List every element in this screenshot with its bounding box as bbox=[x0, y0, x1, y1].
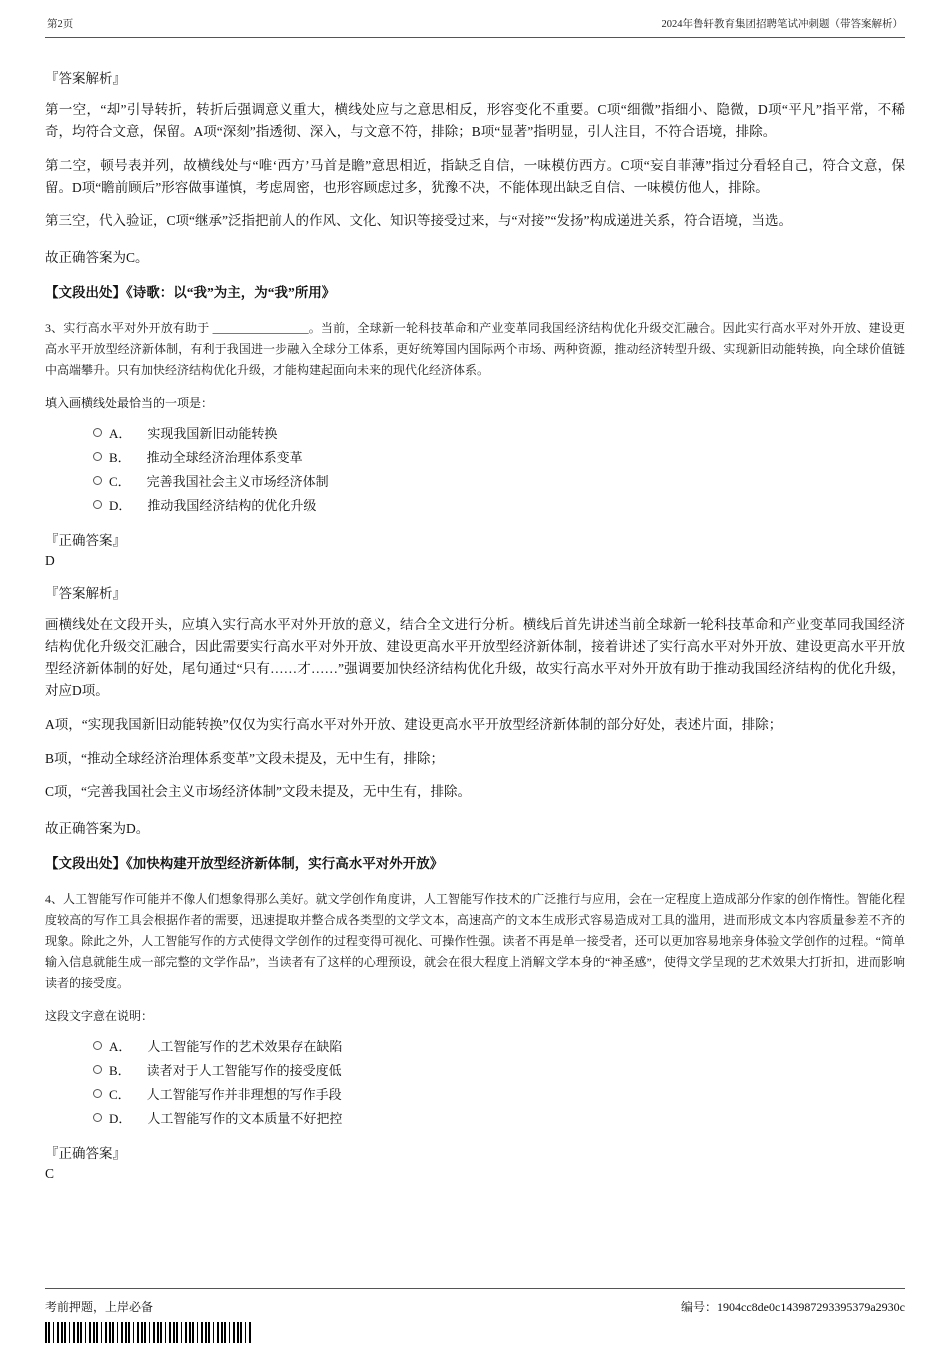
passage-source bbox=[45, 852, 905, 872]
option-row-c[interactable] bbox=[45, 468, 905, 492]
page-number: 第2页 bbox=[47, 19, 74, 30]
question-4-options bbox=[45, 1033, 905, 1129]
page-footer bbox=[45, 1288, 905, 1343]
option-row-d[interactable] bbox=[45, 1105, 905, 1129]
radio-button[interactable] bbox=[93, 500, 102, 509]
radio-button[interactable] bbox=[93, 476, 102, 485]
analysis-paragraph-3: B项，“推动全球经济治理体系变革”文段未提及，无中生有，排除； bbox=[45, 750, 444, 766]
option-key: D． bbox=[109, 1110, 132, 1126]
document-content bbox=[45, 38, 905, 1182]
source-label: 【文段出处】 bbox=[45, 856, 126, 872]
option-row-a[interactable] bbox=[45, 420, 905, 444]
option-row-a[interactable] bbox=[45, 1033, 905, 1057]
radio-button[interactable] bbox=[93, 1113, 102, 1122]
option-row-b[interactable] bbox=[45, 1057, 905, 1081]
option-text: 读者对于人工智能写作的接受度低 bbox=[146, 1062, 342, 1078]
correct-answer-value: D bbox=[45, 553, 55, 569]
document-title: 2024年鲁轩教育集团招聘笔试冲刺题（带答案解析） bbox=[661, 19, 903, 30]
question-3-prompt: 填入画横线处最恰当的一项是： bbox=[45, 396, 214, 411]
question-3-stem: 3、实行高水平对外开放有助于 ________________。当前，全球新一轮科技革命和产业变革同我国经济结构优化升级交汇融合。因此实行高水平对外开放、建设更高水平开放型经济新体制，有利于我国进一步融入全球分工体系，更好统筹国内国际两个市场、两种资源，推动经济转型升级、实现新旧动能转换，向全球价值链中高端攀升。只有加快经济结构优化升级，才能构建起面向未来的现代化经济体系。 bbox=[45, 321, 905, 378]
analysis-paragraph-1: 画横线处在文段开头，应填入实行高水平对外开放的意义，结合全文进行分析。横线后首先讲述当前全球新一轮科技革命和产业变革同我国经济结构优化升级交汇融合，因此需要实行高水平对外开放、建设更高水平开放型经济新体制，接着讲述了实行高水平对外开放、建设更高水平开放型经济新体制的好处，尾句通过“只有……才……”强调要加快经济结构优化升级，故实行高水平对外开放有助于推动我国经济结构的优化升级，对应D项。 bbox=[45, 617, 905, 698]
footer-text-row bbox=[45, 1288, 905, 1315]
option-key: B． bbox=[109, 449, 131, 465]
barcode bbox=[45, 1322, 253, 1343]
correct-answer-label: 『正确答案』 bbox=[45, 533, 126, 549]
option-key: B． bbox=[109, 1062, 131, 1078]
source-label: 【文段出处】 bbox=[45, 285, 126, 301]
correct-answer-value: C bbox=[45, 1166, 55, 1182]
analysis-paragraph-2: A项，“实现我国新旧动能转换”仅仅为实行高水平对外开放、建设更高水平开放型经济新体制的部分好处，表述片面，排除； bbox=[45, 716, 783, 732]
radio-button[interactable] bbox=[93, 428, 102, 437]
option-text: 人工智能写作的文本质量不好把控 bbox=[147, 1110, 343, 1126]
analysis-paragraph-2: 第二空，顿号表并列，故横线处与“唯‘西方’马首是瞻”意思相近，指缺乏自信，一味模仿西方。C项“妄自菲薄”指过分看轻自己，符合文意，保留。D项“瞻前顾后”形容做事谨慎，考虑周密，也形容顾虑过多，犹豫不决，不能体现出缺乏自信、一味模仿他人，排除。 bbox=[45, 157, 905, 195]
page-header bbox=[45, 12, 905, 38]
option-key: C． bbox=[109, 473, 131, 489]
analysis-paragraph-3: 第三空，代入验证，C项“继承”泛指把前人的作风、文化、知识等接受过来，与“对接”“发扬”构成递进关系，符合语境，当选。 bbox=[45, 213, 792, 229]
option-key: D． bbox=[109, 497, 132, 513]
radio-button[interactable] bbox=[93, 1089, 102, 1098]
source-title: 《诗歌：以“我”为主，为“我”所用》 bbox=[126, 285, 336, 301]
option-row-b[interactable] bbox=[45, 444, 905, 468]
option-key: A． bbox=[109, 425, 132, 441]
option-text: 人工智能写作的艺术效果存在缺陷 bbox=[147, 1038, 343, 1054]
option-key: C． bbox=[109, 1086, 131, 1102]
analysis-paragraph-1: 第一空，“却”引导转折，转折后强调意义重大，横线处应与之意思相反，形容变化不重要。C项“细微”指细小、隐微，D项“平凡”指平常，不稀奇，均符合文意，保留。A项“深刻”指透彻、深入，与文意不符，排除；B项“显著”指明显，引人注目，不符合语境，排除。 bbox=[45, 102, 905, 139]
option-text: 推动我国经济结构的优化升级 bbox=[147, 497, 317, 513]
question-4-prompt: 这段文字意在说明： bbox=[45, 1009, 154, 1024]
document-serial-number: 编号：1904cc8de0c143987293395379a2930c bbox=[681, 1300, 905, 1314]
passage-source bbox=[45, 281, 905, 301]
option-row-d[interactable] bbox=[45, 492, 905, 516]
option-text: 完善我国社会主义市场经济体制 bbox=[146, 473, 329, 489]
analysis-label: 『答案解析』 bbox=[45, 586, 126, 602]
option-text: 推动全球经济治理体系变革 bbox=[146, 449, 303, 465]
option-text: 人工智能写作并非理想的写作手段 bbox=[146, 1086, 342, 1102]
question-4-stem: 4、人工智能写作可能并不像人们想象得那么美好。就文学创作角度讲，人工智能写作技术的广泛推行与应用，会在一定程度上造成部分作家的创作惰性。智能化程度较高的写作工具会根据作者的需要，迅速提取并整合成各类型的文学文本，高速高产的文本生成形式容易造成对工具的滥用，进而形成文本内容质量参差不齐的现象。除此之外，人工智能写作的方式使得文学创作的过程变得可视化、可操作性强。读者不再是单一接受者，还可以更加容易地亲身体验文学创作的过程。“简单输入信息就能生成一部完整的文学作品”，当读者有了这样的心理预设，就会在很大程度上消解文学本身的“神圣感”，使得文学呈现的艺术效果大打折扣，进而影响读者的接受度。 bbox=[45, 892, 905, 991]
source-title: 《加快构建开放型经济新体制，实行高水平对外开放》 bbox=[126, 856, 444, 872]
option-text: 实现我国新旧动能转换 bbox=[147, 425, 278, 441]
option-row-c[interactable] bbox=[45, 1081, 905, 1105]
radio-button[interactable] bbox=[93, 1065, 102, 1074]
analysis-conclusion: 故正确答案为D。 bbox=[45, 821, 150, 837]
radio-button[interactable] bbox=[93, 1041, 102, 1050]
option-key: A． bbox=[109, 1038, 132, 1054]
radio-button[interactable] bbox=[93, 452, 102, 461]
question-3-options bbox=[45, 420, 905, 516]
footer-slogan: 考前押题，上岸必备 bbox=[45, 1300, 154, 1314]
analysis-label: 『答案解析』 bbox=[45, 71, 126, 86]
analysis-paragraph-4: C项，“完善我国社会主义市场经济体制”文段未提及，无中生有，排除。 bbox=[45, 784, 471, 800]
correct-answer-label: 『正确答案』 bbox=[45, 1146, 126, 1162]
analysis-conclusion: 故正确答案为C。 bbox=[45, 250, 149, 266]
